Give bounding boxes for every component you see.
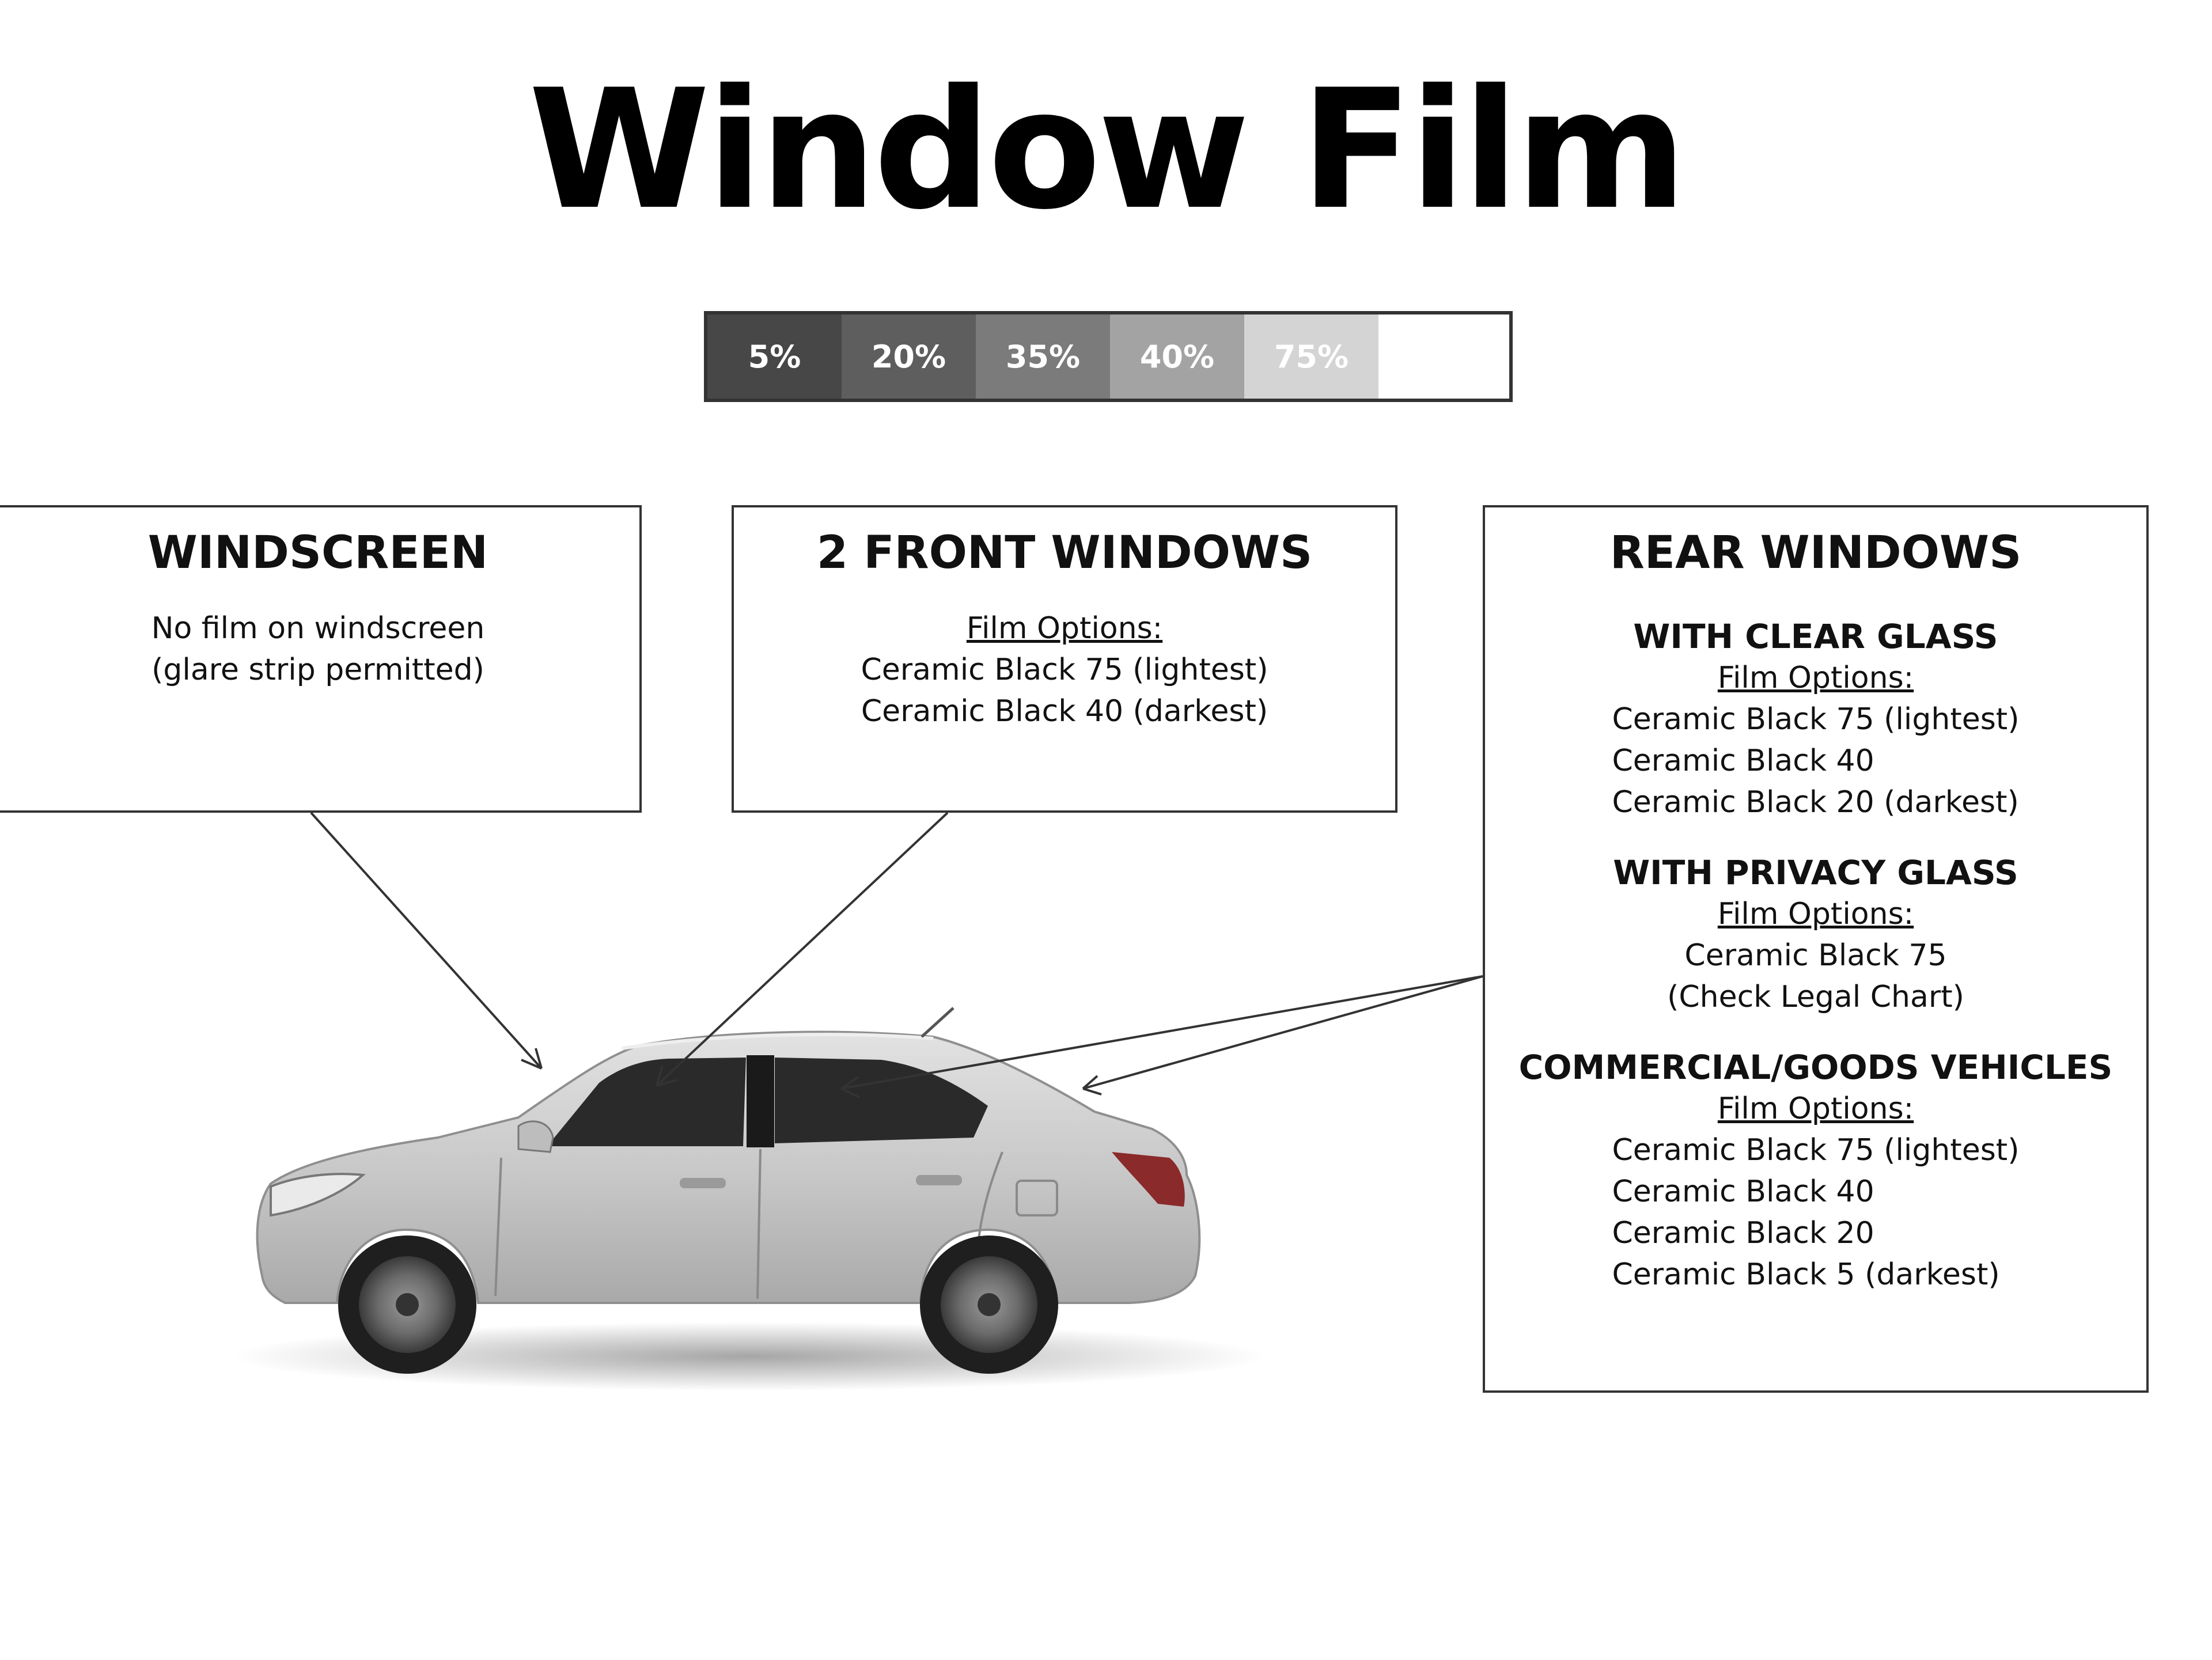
privacy-option-2: (Check Legal Chart): [1667, 980, 1964, 1014]
rear-windows-heading: REAR WINDOWS: [1609, 527, 2022, 579]
antenna: [922, 1008, 953, 1037]
commercial-heading: COMMERCIAL/GOODS VEHICLES: [1518, 1048, 2113, 1087]
windscreen-line-2: (glare strip permitted): [151, 653, 484, 687]
commercial-option-3: Ceramic Black 20: [1612, 1216, 1874, 1250]
front-windows-heading: 2 FRONT WINDOWS: [816, 527, 1313, 579]
privacy-option-1: Ceramic Black 75: [1684, 938, 1947, 973]
commercial-option-2: Ceramic Black 40: [1612, 1174, 1874, 1209]
clear-option-3: Ceramic Black 20 (darkest): [1612, 785, 2019, 820]
front-film-options-label: Film Options:: [966, 611, 1163, 646]
tint-swatch-40: 40%: [1110, 314, 1244, 399]
privacy-film-options-label: Film Options:: [1717, 897, 1914, 931]
car-illustration: [230, 1008, 1267, 1391]
commercial-film-options-label: Film Options:: [1717, 1091, 1914, 1126]
front-option-2: Ceramic Black 40 (darkest): [861, 694, 1268, 729]
clear-option-2: Ceramic Black 40: [1612, 744, 1874, 778]
windscreen-heading: WINDSCREEN: [147, 527, 488, 579]
privacy-glass-heading: WITH PRIVACY GLASS: [1613, 853, 2018, 892]
clear-film-options-label: Film Options:: [1717, 661, 1914, 695]
windscreen-line-1: No film on windscreen: [151, 611, 485, 646]
front-option-1: Ceramic Black 75 (lightest): [861, 653, 1268, 687]
tint-swatch-35: 35%: [976, 314, 1110, 399]
clear-option-1: Ceramic Black 75 (lightest): [1612, 702, 2020, 737]
rear-door-handle: [916, 1175, 962, 1185]
tint-swatch-5: 5%: [707, 314, 842, 399]
windscreen-arrow: [311, 813, 541, 1068]
tint-swatch-75: 75%: [1244, 314, 1378, 399]
commercial-option-1: Ceramic Black 75 (lightest): [1612, 1133, 2020, 1168]
tint-swatch-20: 20%: [842, 314, 976, 399]
front-hub: [396, 1293, 419, 1316]
page-title: Window Film: [528, 55, 1684, 246]
rear-hub: [978, 1293, 1001, 1316]
commercial-option-4: Ceramic Black 5 (darkest): [1612, 1257, 2000, 1292]
b-pillar: [747, 1055, 774, 1147]
front-door-handle: [680, 1178, 726, 1188]
side-mirror: [518, 1121, 553, 1152]
clear-glass-heading: WITH CLEAR GLASS: [1633, 617, 1998, 656]
